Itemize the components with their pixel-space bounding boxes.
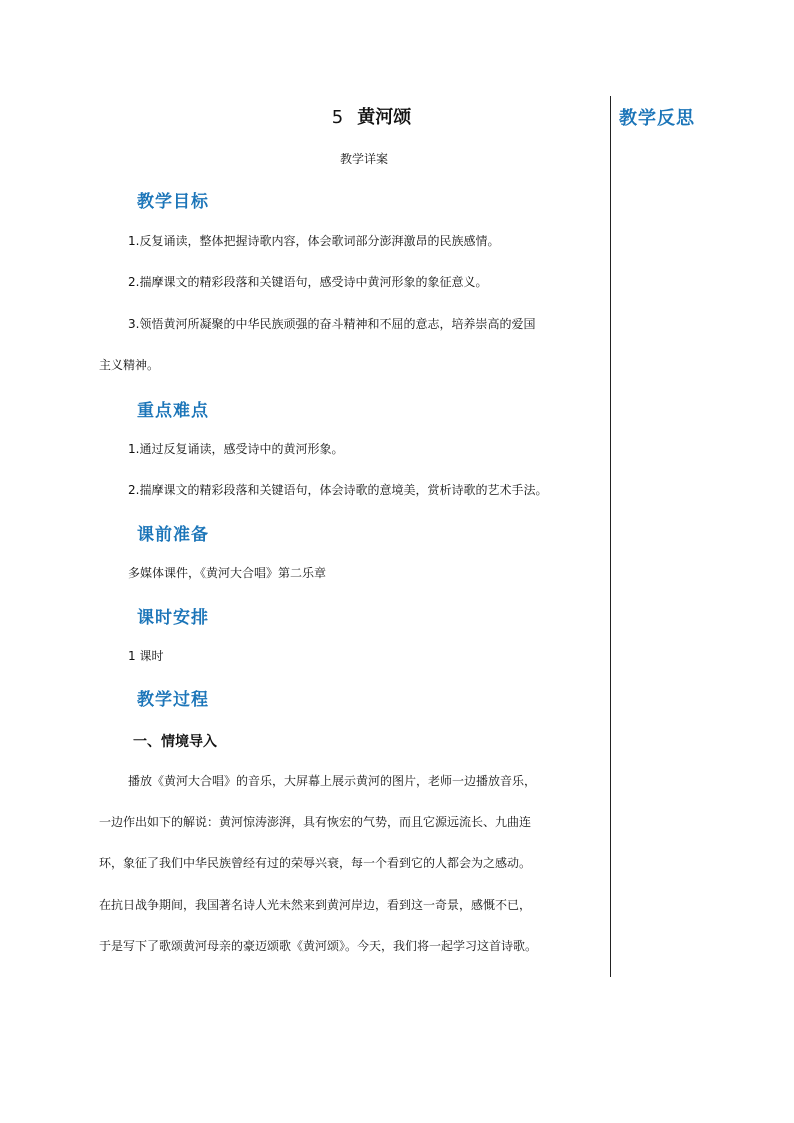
process-line-3: 环，象征了我们中华民族曾经有过的荣辱兴衰，每一个看到它的人都会为之感动。 xyxy=(99,856,532,870)
goal-item-3-continued: 主义精神。 xyxy=(99,358,160,372)
heading-schedule: 课时安排 xyxy=(137,608,209,628)
difficulty-item-2: 2.揣摩课文的精彩段落和关键语句，体会诗歌的意境美，赏析诗歌的艺术手法。 xyxy=(128,483,548,497)
schedule-text: 1 课时 xyxy=(128,649,164,663)
subheading-situation-intro: 一、情境导入 xyxy=(133,734,217,750)
lesson-title: 黄河颂 xyxy=(357,107,412,128)
goal-item-2: 2.揣摩课文的精彩段落和关键语句，感受诗中黄河形象的象征意义。 xyxy=(128,275,488,289)
lesson-number: 5 xyxy=(331,107,344,128)
process-line-1: 播放《黄河大合唱》的音乐，大屏幕上展示黄河的图片，老师一边播放音乐， xyxy=(128,774,537,788)
goal-item-3: 3.领悟黄河所凝聚的中华民族顽强的奋斗精神和不屈的意志，培养崇高的爱国 xyxy=(128,317,536,331)
heading-key-difficulties: 重点难点 xyxy=(137,401,209,421)
reflection-column-title: 教学反思 xyxy=(619,108,695,129)
preparation-text: 多媒体课件，《黄河大合唱》第二乐章 xyxy=(128,566,327,580)
difficulty-item-1: 1.通过反复诵读，感受诗中的黄河形象。 xyxy=(128,442,344,456)
page-subtitle: 教学详案 xyxy=(339,152,388,166)
goal-item-1: 1.反复诵读，整体把握诗歌内容，体会歌词部分澎湃激昂的民族感情。 xyxy=(128,234,500,248)
page-title xyxy=(99,103,644,129)
process-line-4: 在抗日战争期间，我国著名诗人光未然来到黄河岸边，看到这一奇景，感慨不已， xyxy=(99,898,532,912)
heading-preparation: 课前准备 xyxy=(137,525,209,545)
heading-teaching-process: 教学过程 xyxy=(137,690,209,710)
process-line-5: 于是写下了歌颂黄河母亲的豪迈颂歌《黄河颂》。今天，我们将一起学习这首诗歌。 xyxy=(99,939,538,953)
process-line-2: 一边作出如下的解说：黄河惊涛澎湃，具有恢宏的气势，而且它源远流长、九曲连 xyxy=(99,815,532,829)
heading-teaching-goals: 教学目标 xyxy=(137,192,209,212)
